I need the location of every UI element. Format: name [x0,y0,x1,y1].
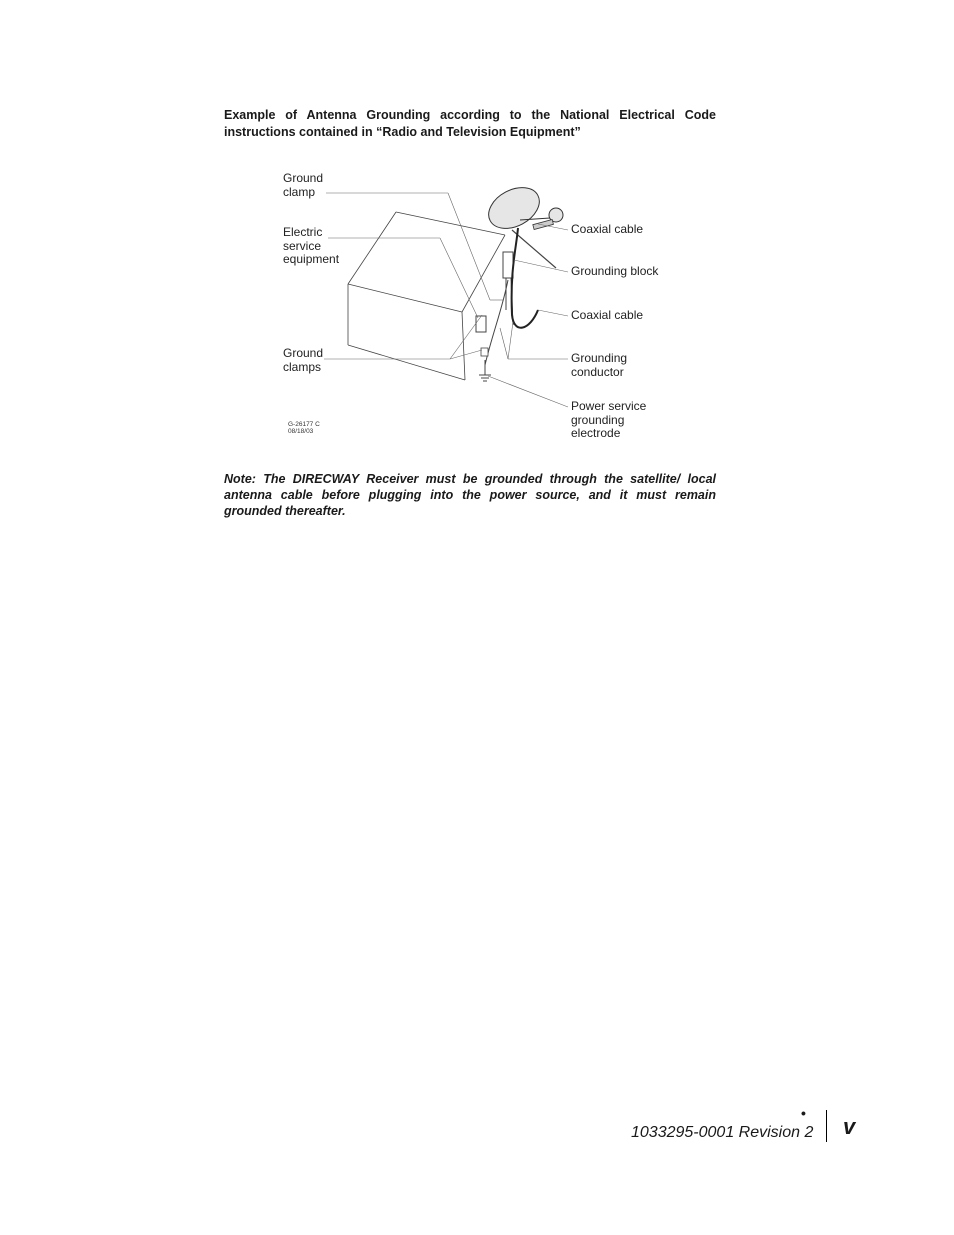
footer-divider [826,1110,827,1142]
roof-left-edge [348,212,396,284]
page-number: v [843,1114,856,1139]
label-grounding-block: Grounding block [571,264,659,278]
leader-coaxial-lower [538,310,568,316]
figure-code: G-26177 C 08/18/03 [288,421,320,435]
label-grounding-conductor: Grounding conductor [571,351,628,379]
footer-bullet: • [801,1105,806,1121]
grounding-note: Note: The DIRECWAY Receiver must be grounded through the satellite/ local antenna cable before plugging into the power source, and it must remain grounded thereafter. [224,472,716,518]
label-power-service-electrode: Power service grounding electrode [571,399,647,441]
label-coaxial-cable-lower: Coaxial cable [571,308,644,322]
roof-right-edge [462,235,505,312]
label-coaxial-cable-top: Coaxial cable [571,222,644,236]
footer-doc-number: 1033295-0001 Revision 2 [631,1124,814,1141]
coaxial-cable-dark [512,228,538,328]
eave-line [348,284,462,312]
heading-line-2: instructions contained in “Radio and Television Equipment” [224,125,581,139]
ground-clamp-box [481,348,488,356]
dish-mast [512,230,556,268]
label-ground-clamp: Ground clamp [283,171,324,199]
heading-line-1: Example of Antenna Grounding according to the National Electrical Code [224,108,716,122]
leader-grounding-block [514,260,568,272]
label-ground-clamps: Ground clamps [283,346,324,374]
leader-power-electrode [488,376,568,407]
section-heading [224,107,716,141]
house-base [348,345,465,380]
antenna-grounding-diagram [220,160,720,460]
service-equipment-box [476,316,486,332]
house-corner [462,312,465,380]
label-electric-service-equipment: Electric service equipment [283,225,340,267]
grounding-conductor-line [485,280,508,365]
